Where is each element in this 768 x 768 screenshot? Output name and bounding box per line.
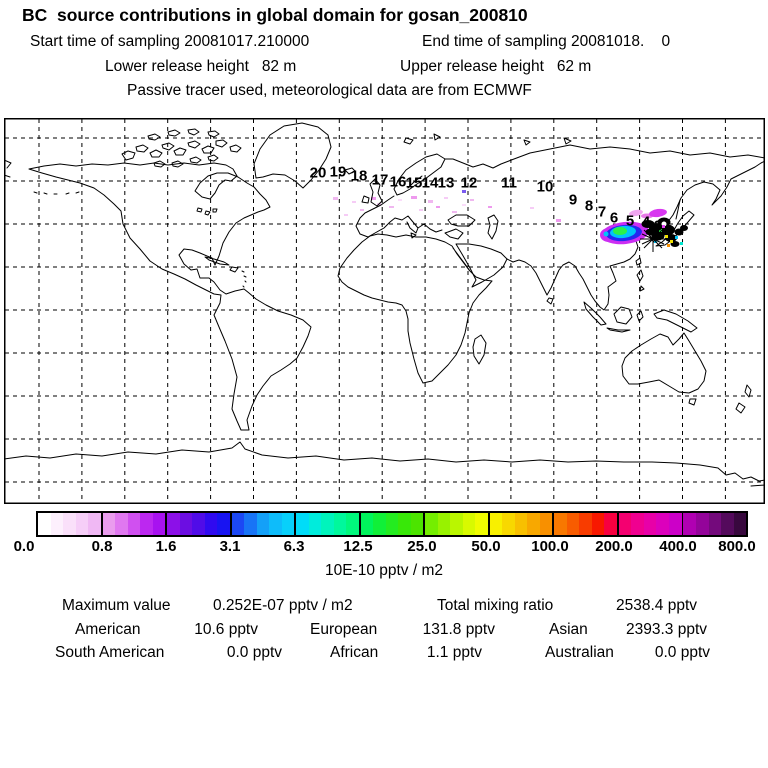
colorbar-cell <box>386 513 399 535</box>
trajectory-day-20: 20 <box>309 164 327 182</box>
colorbar-cell <box>502 513 515 535</box>
colorbar-tick: 50.0 <box>471 538 501 555</box>
colorbar-cell <box>450 513 463 535</box>
african-label: African <box>330 644 379 661</box>
colorbar-cell <box>128 513 141 535</box>
coast-arabia <box>456 244 507 287</box>
coast-asia-arctic <box>404 134 765 168</box>
colorbar-cell <box>180 513 193 535</box>
colorbar-cell <box>709 513 722 535</box>
colorbar-tick: 12.5 <box>343 538 373 555</box>
colorbar-cell <box>398 513 411 535</box>
colorbar-tick: 800.0 <box>718 538 756 555</box>
coast-madagascar <box>473 335 486 364</box>
concentration-speck <box>488 206 492 208</box>
asian-label: Asian <box>549 621 588 638</box>
colorbar-cell <box>205 513 218 535</box>
colorbar-cell <box>721 513 734 535</box>
colorbar-cell <box>734 513 747 535</box>
australian-value: 0.0 pptv <box>654 644 710 661</box>
concentration-speck <box>436 206 440 208</box>
concentration-speck <box>462 204 466 206</box>
colorbar-cell <box>140 513 153 535</box>
plume-layer <box>604 232 609 237</box>
trajectory-day-10: 10 <box>536 178 554 196</box>
colorbar-cell <box>669 513 682 535</box>
trajectory-day-3: 3 <box>653 217 663 235</box>
trajectory-day-12: 12 <box>460 174 478 192</box>
colorbar-cell <box>321 513 334 535</box>
trajectory-day-17: 17 <box>371 171 389 189</box>
trajectory-day-18: 18 <box>350 167 368 185</box>
concentration-speck <box>428 200 433 203</box>
colorbar-cell <box>631 513 644 535</box>
colorbar-segment <box>103 513 168 535</box>
colorbar-cell <box>257 513 270 535</box>
colorbar-tick-labels <box>0 538 768 556</box>
colorbar-cell <box>296 513 309 535</box>
colorbar-cell <box>167 513 180 535</box>
concentration-speck <box>398 199 402 201</box>
colorbar-cell <box>604 513 617 535</box>
australian-label: Australian <box>545 644 614 661</box>
trajectory-day-7: 7 <box>597 203 607 221</box>
colorbar-cell <box>232 513 245 535</box>
colorbar-tick: 3.1 <box>219 538 241 555</box>
concentration-speck <box>419 209 423 211</box>
colorbar-cell <box>38 513 51 535</box>
concentration-speck <box>530 207 534 209</box>
trajectory-day-15: 15 <box>405 174 423 192</box>
colorbar-cell <box>644 513 657 535</box>
american-value: 10.6 pptv <box>194 621 258 638</box>
colorbar-cell <box>438 513 451 535</box>
cluster-dot <box>662 225 665 228</box>
colorbar-cell <box>540 513 553 535</box>
colorbar-cell <box>334 513 347 535</box>
colorbar-unit-label: 10E-10 pptv / m2 <box>324 562 444 579</box>
colorbar-tick: 0.8 <box>91 538 113 555</box>
concentration-speck <box>360 209 364 211</box>
colorbar-cell <box>192 513 205 535</box>
coast-americas <box>29 163 311 430</box>
south-american-value: 0.0 pptv <box>226 644 282 661</box>
concentration-speck <box>344 214 348 216</box>
european-value: 131.8 pptv <box>422 621 495 638</box>
colorbar-cell <box>103 513 116 535</box>
colorbar-cell <box>282 513 295 535</box>
asian-value: 2393.3 pptv <box>625 621 707 638</box>
colorbar-segment <box>38 513 103 535</box>
trajectory-day-11: 11 <box>501 174 517 192</box>
coast-antarctica <box>4 442 765 486</box>
concentration-speck <box>444 197 448 199</box>
total-mixing-ratio-value: 2538.4 pptv <box>616 597 698 614</box>
colorbar-cell <box>683 513 696 535</box>
trajectory-day-4: 4 <box>641 213 651 231</box>
colorbar-cell <box>696 513 709 535</box>
colorbar-tick: 400.0 <box>659 538 697 555</box>
cluster-blob <box>680 225 688 231</box>
trajectory-day-8: 8 <box>584 197 594 215</box>
trajectory-day-16: 16 <box>389 173 407 191</box>
colorbar-tick: 200.0 <box>595 538 633 555</box>
upper-release-height-text: Upper release height 62 m <box>400 58 592 75</box>
end-time-text: End time of sampling 20081018. 0 <box>422 33 671 50</box>
maximum-value-label: Maximum value <box>62 597 171 614</box>
trajectory-day-9: 9 <box>568 191 578 209</box>
colorbar-segment <box>232 513 297 535</box>
page-title: BC source contributions in global domain for gosan_200810 <box>22 5 528 25</box>
colorbar-cell <box>619 513 632 535</box>
concentration-speck <box>452 211 457 213</box>
colorbar-cell <box>346 513 359 535</box>
american-label: American <box>75 621 141 638</box>
coast-caribbean <box>205 257 246 287</box>
coast-africa <box>338 234 492 383</box>
total-mixing-ratio-label: Total mixing ratio <box>437 597 554 614</box>
concentration-speck <box>333 197 338 200</box>
trajectory-day-14: 14 <box>421 174 439 192</box>
map-area <box>4 118 765 504</box>
african-value: 1.1 pptv <box>426 644 482 661</box>
colorbar-cell <box>411 513 424 535</box>
colorbar-segment <box>167 513 232 535</box>
colorbar-cell <box>115 513 128 535</box>
concentration-speck <box>470 199 474 201</box>
colorbar-tick: 25.0 <box>407 538 437 555</box>
low-concentration-specks <box>333 190 561 222</box>
colorbar-tick: 100.0 <box>531 538 569 555</box>
coast-great-lakes <box>197 208 217 215</box>
concentration-speck <box>556 219 561 222</box>
colorbar-cell <box>63 513 76 535</box>
colorbar-cell <box>51 513 64 535</box>
cluster-dot <box>675 236 678 239</box>
colorbar-cell <box>592 513 605 535</box>
concentration-speck <box>389 206 394 208</box>
concentration-speck <box>352 201 356 203</box>
colorbar-segment <box>425 513 490 535</box>
coast-australia <box>622 333 751 413</box>
trajectory-day-5: 5 <box>625 212 635 230</box>
colorbar-segment <box>490 513 555 535</box>
south-american-label: South American <box>55 644 165 661</box>
colorbar-segment <box>683 513 746 535</box>
colorbar <box>36 511 748 537</box>
colorbar-tick: 1.6 <box>155 538 177 555</box>
colorbar-cell <box>567 513 580 535</box>
colorbar-segment <box>361 513 426 535</box>
colorbar-cell <box>579 513 592 535</box>
colorbar-tick: 6.3 <box>283 538 305 555</box>
colorbar-cell <box>475 513 488 535</box>
trajectory-day-6: 6 <box>609 209 619 227</box>
colorbar-segment <box>619 513 684 535</box>
colorbar-cell <box>88 513 101 535</box>
colorbar-cell <box>244 513 257 535</box>
lower-release-height-text: Lower release height 82 m <box>105 58 297 75</box>
colorbar-cell <box>309 513 322 535</box>
colorbar-cell <box>425 513 438 535</box>
colorbar-cell <box>76 513 89 535</box>
colorbar-cell <box>515 513 528 535</box>
colorbar-cell <box>656 513 669 535</box>
maximum-value: 0.252E-07 pptv / m2 <box>213 597 353 614</box>
colorbar-tick: 0.0 <box>13 538 35 555</box>
colorbar-segment <box>296 513 361 535</box>
colorbar-cell <box>490 513 503 535</box>
colorbar-cell <box>527 513 540 535</box>
colorbar-cell <box>153 513 166 535</box>
start-time-text: Start time of sampling 20081017.210000 <box>30 33 310 50</box>
colorbar-cell <box>217 513 230 535</box>
cluster-dot <box>680 242 683 245</box>
concentration-speck <box>411 196 417 199</box>
colorbar-cell <box>361 513 374 535</box>
coast-arctic-islands <box>122 129 241 167</box>
cluster-dot <box>670 240 673 243</box>
coast-se-asia-islands <box>584 270 697 332</box>
colorbar-segment <box>554 513 619 535</box>
colorbar-cell <box>269 513 282 535</box>
cluster-dot <box>665 235 668 238</box>
colorbar-cell <box>554 513 567 535</box>
cluster-dot <box>667 244 670 247</box>
trajectory-day-19: 19 <box>329 163 347 181</box>
tracer-info-text: Passive tracer used, meteorological data are from ECMWF <box>127 82 532 99</box>
european-label: European <box>310 621 378 638</box>
trajectory-day-13: 13 <box>437 174 455 192</box>
colorbar-cell <box>373 513 386 535</box>
coast-caspian-sea <box>488 215 498 239</box>
colorbar-cell <box>463 513 476 535</box>
